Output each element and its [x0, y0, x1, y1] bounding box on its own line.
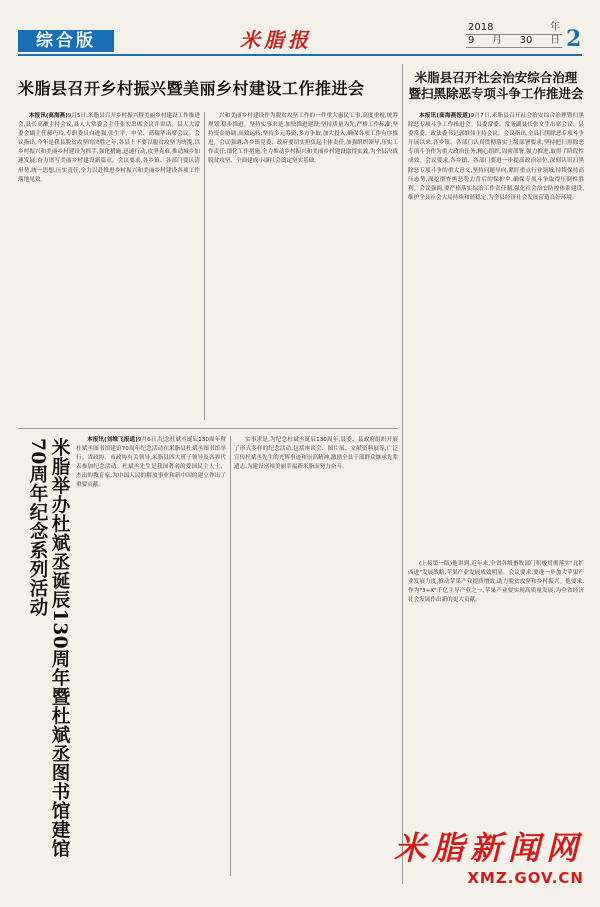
main-divider — [402, 64, 403, 884]
masthead — [0, 0, 600, 56]
column-divider — [230, 436, 231, 876]
article2-text: 9月7日,米脂县召开社会治安综合治理暨扫黑除恶专项斗争工作推进会。县委常委、常务副县长张文生出席会议。县委常委、政法委书记郭维伟主持会议。会议指出,全县扫黑除恶专项斗争开展以来,各乡镇、各部门认真贯彻落实上级部署要求,坚持把扫黑除恶专项斗争作为重大政治任务,精心组织,周密部署,强力推进,取得了阶段性成效。会议要求,各乡镇、各部门要进一步提高政治站位,深刻认识扫黑除恶专项斗争的重大意义,坚持问题导向,紧盯重点行业领域,持续保持高压态势,深挖彻查黑恶势力背后的保护伞,确保专项斗争取得压倒性胜利。会议强调,要严格落实综治工作责任制,强化社会治安防控体系建设,维护全县社会大局持续和谐稳定,为全县经济社会发展营造良好环境。 — [408, 113, 584, 201]
month-unit: 月 — [492, 35, 502, 46]
article2-title-line1: 米脂县召开社会治安综合治理 — [414, 70, 578, 85]
article3-lead: 本报讯(刘维飞报道) — [87, 437, 138, 443]
article1-lead: 本报讯(高海燕) — [29, 113, 68, 119]
article-divider — [18, 428, 398, 429]
article2-title — [406, 70, 586, 102]
article1-text-1: 9月5日,米脂县召开乡村振兴暨美丽乡村建设工作推进会,县长高漱主持会议,县人大常委会主任张宏出席会议并讲话。县人大常委会副主任郝巧玲,专职委员白进强,张生平、申荣、高瑞华出席会议。会议指出,今年是我县脱贫攻坚的决胜之年,各县上下要以脱贫攻坚为统揽,以乡村振兴和美丽乡村建设为抓手,强化措施,迅速行动,攻坚克难,推动城乡加速发展,奋力谱写美丽乡村建设新篇章。会议要求,各乡镇、各部门要认清形势,统一思想,压实责任,全力以赴推进乡村振兴和美丽乡村建设各项工作落地见效。 — [18, 113, 200, 183]
issue-month: 9 — [468, 35, 475, 46]
article2-column — [408, 112, 584, 554]
watermark — [394, 823, 584, 887]
article3-column-2 — [234, 436, 398, 876]
issue-date — [466, 22, 562, 48]
article3-column-3 — [408, 560, 584, 830]
article2-title-line2: 暨扫黑除恶专项斗争工作推进会 — [408, 86, 584, 101]
article1-column-2 — [208, 112, 398, 422]
article3-text-1: 9月6日,纪念杜斌丞诞辰130周年暨杜斌丞图书馆建馆70周年纪念活动在米脂县杜斌丞图书馆举行。省政协、市政协有关领导,米脂县四大班子领导及各界代表参加纪念活动。杜斌丞先生是我国著名的爱国民主人士、杰出的教育家,为中国人民的解放事业和新中国的建立作出了重要贡献。 — [76, 437, 226, 489]
masthead-rule — [18, 54, 582, 56]
page-number: 2 — [566, 26, 582, 52]
article1-column-1 — [18, 112, 200, 422]
article2-lead: 本报讯(高海燕报道) — [419, 113, 471, 119]
watermark-title: 米脂新闻网 — [393, 829, 584, 867]
article3-text-2: 实事求是,为纪念杜斌丞诞辰130周年,县委、县政府组织开展了形式多样的纪念活动,包括座谈会、图片展、文献资料展等,广泛宣传杜斌丞先生的光辉事迹和崇高精神,激励全县干部群众继承先辈遗志,为建设富裕美丽幸福新米脂而努力奋斗。 — [234, 437, 398, 471]
issue-year: 2018 — [468, 22, 494, 33]
day-unit: 日 — [549, 35, 560, 46]
article3-title: 米脂举办杜斌丞诞辰130周年暨杜斌丞图书馆建馆70周年纪念系列活动 — [27, 438, 70, 859]
column-divider — [204, 112, 205, 420]
article3-column-1 — [76, 436, 226, 876]
article1-text-2: 兴和美丽乡村建设作为脱贫攻坚工作的一件重大惠民工事,高度重视,统筹规划,稳步推进。坚持实事求是,加快推进建设;坚持质量为先,严格工作标准;坚持资金协调,高效运转;坚持多元筹资,多方争取,加大投入,确保各项工作有序推进。会议强调,各乡镇党委、政府要切实担负起主体责任,加强组织领导,压实工作责任,细化工作措施,全力推动乡村振兴和美丽乡村建设取得实效,为全县决战脱贫攻坚、全面建成小康社会奠定坚实基础。 — [208, 113, 398, 165]
year-unit: 年 — [550, 22, 560, 33]
article1-title: 米脂县召开乡村振兴暨美丽乡村建设工作推进会 — [18, 79, 365, 98]
newspaper-logo: 米脂报 — [240, 28, 312, 52]
article3-text-3: (上接第一版)他讲到,近年来,全省各级畜牧部门积极贯彻落实"北扩西进"发展战略,苹果产业发展成效明显。会议要求,要进一步加大苹果产业发展力度,推动苹果产业提质增效,助力脱贫攻坚和乡村振兴。他要求,作为"3+X"千亿主导产业之一,苹果产业要实现高质量发展,为全省经济社会发展作出新的更大贡献。 — [408, 561, 584, 604]
issue-day: 30 — [519, 35, 533, 46]
watermark-url: XMZ.GOV.CN — [467, 869, 584, 887]
section-tag: 综合版 — [18, 30, 114, 52]
